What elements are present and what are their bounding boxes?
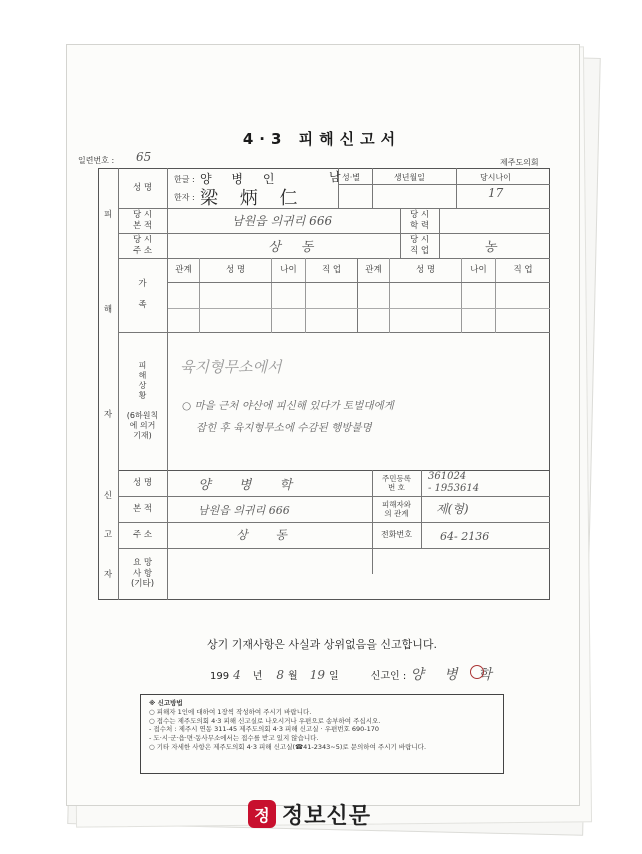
victim-job-label: 당 시 직 업 bbox=[400, 233, 440, 258]
declaration-date bbox=[210, 664, 500, 684]
reporter-name-value: 양 병 학 bbox=[198, 478, 304, 493]
brand-text: 정보신문 bbox=[282, 803, 372, 829]
family-header-job: 직 업 bbox=[513, 264, 533, 275]
reporter-origin-value: 남원읍 의귀리 666 bbox=[198, 504, 290, 517]
reporter-relation-value: 제(형) bbox=[436, 502, 469, 516]
victim-hanja-value: 梁 炳 仁 bbox=[200, 188, 306, 209]
damage-line-3: 잡힌 후 육지형무소에 수감된 행방불명 bbox=[196, 422, 372, 434]
victim-edu-label: 당 시 학 력 bbox=[400, 208, 440, 233]
reporter-address-value: 상 동 bbox=[236, 528, 299, 542]
notes-box bbox=[140, 694, 504, 774]
victim-hanja-label: 한자 : bbox=[174, 193, 195, 202]
reporter-rrn-value: 361024 - 1953614 bbox=[428, 471, 480, 494]
month-value: 8 bbox=[276, 668, 285, 682]
year-digit: 4 bbox=[233, 668, 241, 682]
declaration-statement: 상기 기재사항은 사실과 상위없음을 신고합니다. bbox=[206, 638, 437, 651]
reporter-relation-label: 피해자와 의 관계 bbox=[372, 496, 422, 522]
brand-mark-icon: 정 bbox=[248, 800, 276, 828]
victim-side-label-1: 피 bbox=[103, 209, 113, 220]
victim-job-value: 농 bbox=[484, 240, 497, 255]
damage-line-2: ○ 마을 근처 야산에 피신해 있다가 토벌대에게 bbox=[182, 400, 394, 412]
seal-stamp-icon bbox=[470, 665, 484, 679]
divider bbox=[372, 168, 373, 208]
notes-item: - 접수처 : 제주시 연동 311-45 제주도의회 4·3 피해 신고실 · 우편번호 690-170 bbox=[149, 725, 380, 734]
family-header-age: 나이 bbox=[462, 258, 496, 282]
family-header-row bbox=[168, 258, 550, 283]
day-label: 일 bbox=[329, 671, 339, 682]
notes-item: ○ 기타 자세한 사항은 제주도의회 4·3 피해 신고실(☎41-2343~5)로 문의하여 주시기 바랍니다. bbox=[149, 742, 427, 751]
victim-name-label: 성 명 bbox=[118, 168, 168, 208]
victim-damage-label: 피 해 상 황 (6하원칙 에 의거 기재) bbox=[118, 332, 168, 470]
notes-item: ○ 피해자 1인에 대하여 1장씩 작성하여 주시기 바랍니다. bbox=[149, 707, 312, 716]
victim-side-label-2: 해 bbox=[103, 304, 113, 315]
reporter-request-label: 요 망 사 항 (기타) bbox=[118, 548, 168, 600]
victim-age-value: 17 bbox=[488, 186, 504, 200]
signer-label: 신고인 : bbox=[370, 671, 407, 682]
family-header-age: 나이 bbox=[272, 258, 306, 282]
notes-heading: ※ 신고방법 bbox=[149, 699, 183, 707]
victim-sex-value: 남 bbox=[329, 170, 341, 184]
serial-label: 일련번호 : bbox=[78, 156, 115, 165]
victim-age-label: 당시나이 bbox=[480, 173, 511, 182]
victim-family-label: 가 족 bbox=[118, 258, 168, 332]
family-grid bbox=[168, 258, 550, 332]
victim-side-label-3: 자 bbox=[103, 409, 113, 420]
reporter-phone-label: 전화번호 bbox=[372, 522, 422, 548]
victim-origin-value: 남원읍 의귀리 666 bbox=[232, 214, 333, 228]
reporter-side-label-3: 자 bbox=[103, 569, 113, 580]
year-label: 년 bbox=[252, 671, 263, 682]
day-value: 19 bbox=[309, 668, 325, 682]
reporter-origin-row bbox=[118, 496, 550, 523]
reporter-name-label: 성 명 bbox=[118, 470, 168, 496]
family-header-relation: 관계 bbox=[358, 258, 390, 282]
damage-line-1: 육지형무소에서 bbox=[180, 358, 282, 376]
victim-address-value: 상 동 bbox=[268, 240, 322, 255]
victim-sex-label: 성·별 bbox=[342, 173, 360, 182]
family-header-name: 성 명 bbox=[200, 258, 272, 282]
victim-origin-label: 당 시 본 적 bbox=[118, 208, 168, 233]
family-header-relation: 관계 bbox=[168, 258, 200, 282]
family-row bbox=[168, 309, 550, 333]
notes-item: - 도·시·군·읍·면·동사무소에서는 접수를 받고 있지 않습니다. bbox=[149, 734, 319, 743]
signer-value: 양 병 학 bbox=[410, 667, 500, 683]
reporter-side-label-1: 신 bbox=[103, 490, 113, 501]
divider bbox=[456, 168, 457, 208]
reporter-origin-label: 본 적 bbox=[118, 496, 168, 522]
victim-birth-label: 생년월일 bbox=[394, 173, 425, 182]
victim-hangul-value: 양 병 인 bbox=[200, 172, 283, 186]
divider bbox=[338, 184, 550, 185]
victim-origin-row bbox=[118, 208, 550, 234]
month-label: 월 bbox=[288, 671, 298, 682]
reporter-phone-value: 64- 2136 bbox=[440, 530, 490, 543]
brand-logo bbox=[248, 796, 396, 832]
victim-hangul-label: 한글 : bbox=[174, 175, 195, 184]
family-header-name: 성 명 bbox=[390, 258, 462, 282]
form-title: 4·3 피해신고서 bbox=[242, 130, 402, 148]
reporter-name-row bbox=[118, 470, 550, 497]
victim-address-label: 당 시 주 소 bbox=[118, 233, 168, 258]
reporter-address-label: 주 소 bbox=[118, 522, 168, 548]
org-name: 제주도의회 bbox=[500, 158, 539, 167]
reporter-rrn-label: 주민등록 번 호 bbox=[372, 470, 422, 496]
reporter-side-label-2: 고 bbox=[103, 529, 113, 540]
year-prefix: 199 bbox=[210, 671, 230, 682]
notes-item: ○ 접수는 제주도의회 4·3 피해 신고실로 나오시거나 우편으로 송부하여 주십시오. bbox=[149, 716, 381, 725]
family-row bbox=[168, 283, 550, 309]
family-header-job: 직 업 bbox=[306, 258, 358, 282]
serial-value: 65 bbox=[136, 150, 152, 164]
